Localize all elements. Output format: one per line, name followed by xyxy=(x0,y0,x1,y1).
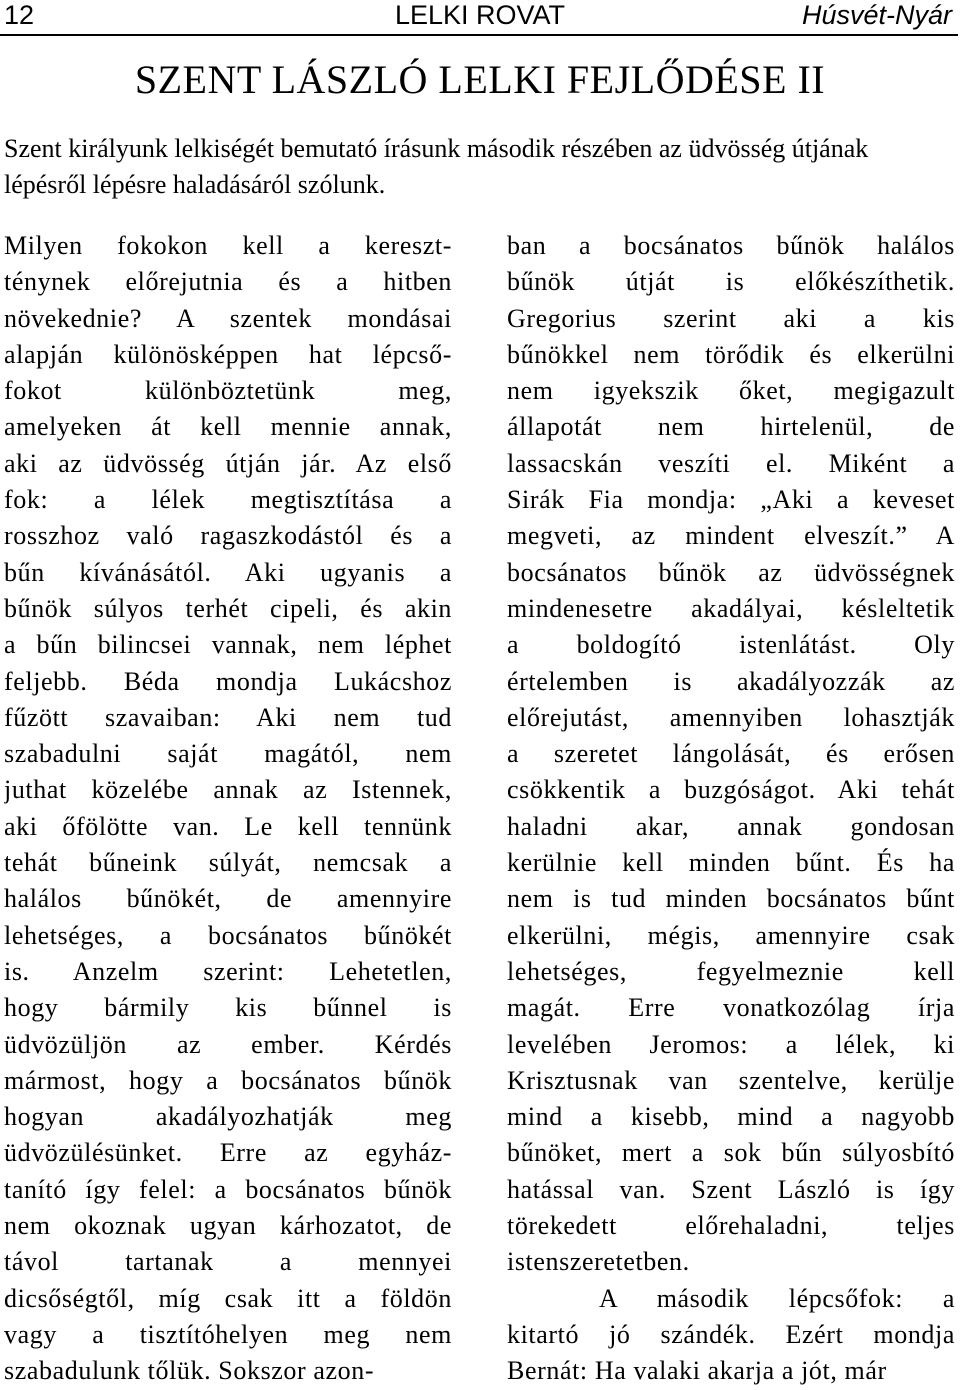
text-line: tehát bűneink súlyát, nemcsak a xyxy=(4,848,452,878)
text-line: nem igyekszik őket, megigazult xyxy=(507,376,955,406)
text-line: fűzött szavaiban: Aki nem tud xyxy=(4,702,452,732)
text-line: mármost, hogy a bocsánatos bűnök xyxy=(4,1065,452,1095)
text-line: haladni akar, annak gondosan xyxy=(507,811,955,841)
text-line: Milyen fokokon kell a kereszt- xyxy=(4,231,452,260)
text-line: növekednie? A szentek mondásai xyxy=(4,303,452,333)
page-header xyxy=(0,0,960,34)
text-line: a boldogító istenlátást. Oly xyxy=(507,630,955,660)
text-line: levelében Jeromos: a lélek, ki xyxy=(507,1029,955,1059)
text-line: csökkentik a buzgóságot. Aki tehát xyxy=(507,775,955,805)
text-line: lassacskán veszíti el. Miként a xyxy=(507,448,955,478)
text-line: tanító így felel: a bocsánatos bűnök xyxy=(4,1174,452,1204)
text-line: Gregorius szerint aki a kis xyxy=(507,303,955,333)
text-line: bűnök útját is előkészíthetik. xyxy=(507,267,955,297)
text-line: a bűn bilincsei vannak, nem léphet xyxy=(4,630,452,660)
text-line: is. Anzelm szerint: Lehetetlen, xyxy=(4,956,452,986)
article-intro: Szent királyunk lelkiségét bemutató írásunk második részében az üdvösség útjának lépésről lépésre haladásáról szólunk. xyxy=(4,134,869,199)
text-line: mindenesetre akadályai, késleltetik xyxy=(507,593,955,623)
issue-label: Húsvét-Nyár xyxy=(801,0,952,30)
text-line: Krisztusnak van szentelve, kerülje xyxy=(507,1065,955,1095)
text-line: A második lépcsőfok: a xyxy=(599,1283,955,1313)
text-line: üdvözüljön az ember. Kérdés xyxy=(4,1029,452,1059)
text-line: lehetséges, a bocsánatos bűnökét xyxy=(4,920,452,950)
text-line: Sirák Fia mondja: „Aki a keveset xyxy=(507,485,955,515)
text-line: mind a kisebb, mind a nagyobb xyxy=(507,1102,955,1132)
text-line: amelyeken át kell mennie annak, xyxy=(4,412,452,442)
text-line: szabadulni saját magától, nem xyxy=(4,739,452,769)
section-title: LELKI ROVAT xyxy=(394,0,566,30)
text-line: vagy a tisztítóhelyen meg nem xyxy=(4,1319,452,1349)
text-line: szabadulunk tőlük. Sokszor azon- xyxy=(4,1356,375,1386)
text-line: törekedett előrehaladni, teljes xyxy=(507,1211,955,1241)
text-line: istenszeretetben. xyxy=(507,1247,690,1277)
text-line: magát. Erre vonatkozólag írja xyxy=(507,993,955,1023)
text-line: hogy bármily kis bűnnel is xyxy=(4,993,452,1023)
text-line: hatással van. Szent László is így xyxy=(507,1174,955,1204)
text-line: bűnöket, mert a sok bűn súlyosbító xyxy=(507,1138,955,1168)
text-line: megveti, az mindent elveszít.” A xyxy=(507,521,955,551)
text-line: előrejutást, amennyiben lohasztják xyxy=(507,702,955,732)
text-line: lehetséges, fegyelmeznie kell xyxy=(507,956,955,986)
text-line: dicsőségtől, míg csak itt a földön xyxy=(4,1283,452,1313)
text-line: távol tartanak a mennyei xyxy=(4,1247,452,1277)
text-line: aki az üdvösség útján jár. Az első xyxy=(4,448,452,478)
text-line: juthat közelébe annak az Istennek, xyxy=(4,775,452,805)
text-line: ténynek előrejutnia és a hitben xyxy=(4,267,452,297)
text-line: üdvözülésünket. Erre az egyház- xyxy=(4,1138,452,1168)
text-line: fokot különböztetünk meg, xyxy=(4,376,452,406)
text-line: halálos bűnökét, de amennyire xyxy=(4,884,452,914)
text-line: Bernát: Ha valaki akarja a jót, már xyxy=(507,1356,887,1386)
text-line: rosszhoz való ragaszkodástól és a xyxy=(4,521,452,551)
right-column xyxy=(507,228,955,1390)
text-line: elkerülni, mégis, amennyire csak xyxy=(507,920,955,950)
text-line: értelemben is akadályozzák az xyxy=(507,666,955,696)
header-divider xyxy=(0,34,958,36)
left-column xyxy=(4,228,452,1390)
text-line: nem is tud minden bocsánatos bűnt xyxy=(507,884,955,914)
text-line: bűnök súlyos terhét cipeli, és akin xyxy=(4,593,452,623)
text-line: kerülnie kell minden bűnt. És ha xyxy=(507,848,955,878)
text-line: állapotát nem hirtelenül, de xyxy=(507,412,955,442)
text-line: hogyan akadályozhatják meg xyxy=(4,1102,452,1132)
text-line: bocsánatos bűnök az üdvösségnek xyxy=(507,557,955,587)
text-line: fok: a lélek megtisztítása a xyxy=(4,485,452,515)
text-line: nem okoznak ugyan kárhozatot, de xyxy=(4,1211,452,1241)
text-line: a szeretet lángolását, és erősen xyxy=(507,739,955,769)
page-number: 12 xyxy=(4,0,35,30)
article-title: SZENT LÁSZLÓ LELKI FEJLŐDÉSE II xyxy=(134,57,826,102)
text-line: alapján különösképpen hat lépcső- xyxy=(4,339,452,369)
text-line: bűnökkel nem törődik és elkerülni xyxy=(507,339,955,369)
text-line: bűn kívánásától. Aki ugyanis a xyxy=(4,557,452,587)
text-line: aki őfölötte van. Le kell tennünk xyxy=(4,811,452,841)
text-line: ban a bocsánatos bűnök halálos xyxy=(507,231,955,260)
text-line: kitartó jó szándék. Ezért mondja xyxy=(507,1319,955,1349)
text-line: feljebb. Béda mondja Lukácshoz xyxy=(4,666,452,696)
